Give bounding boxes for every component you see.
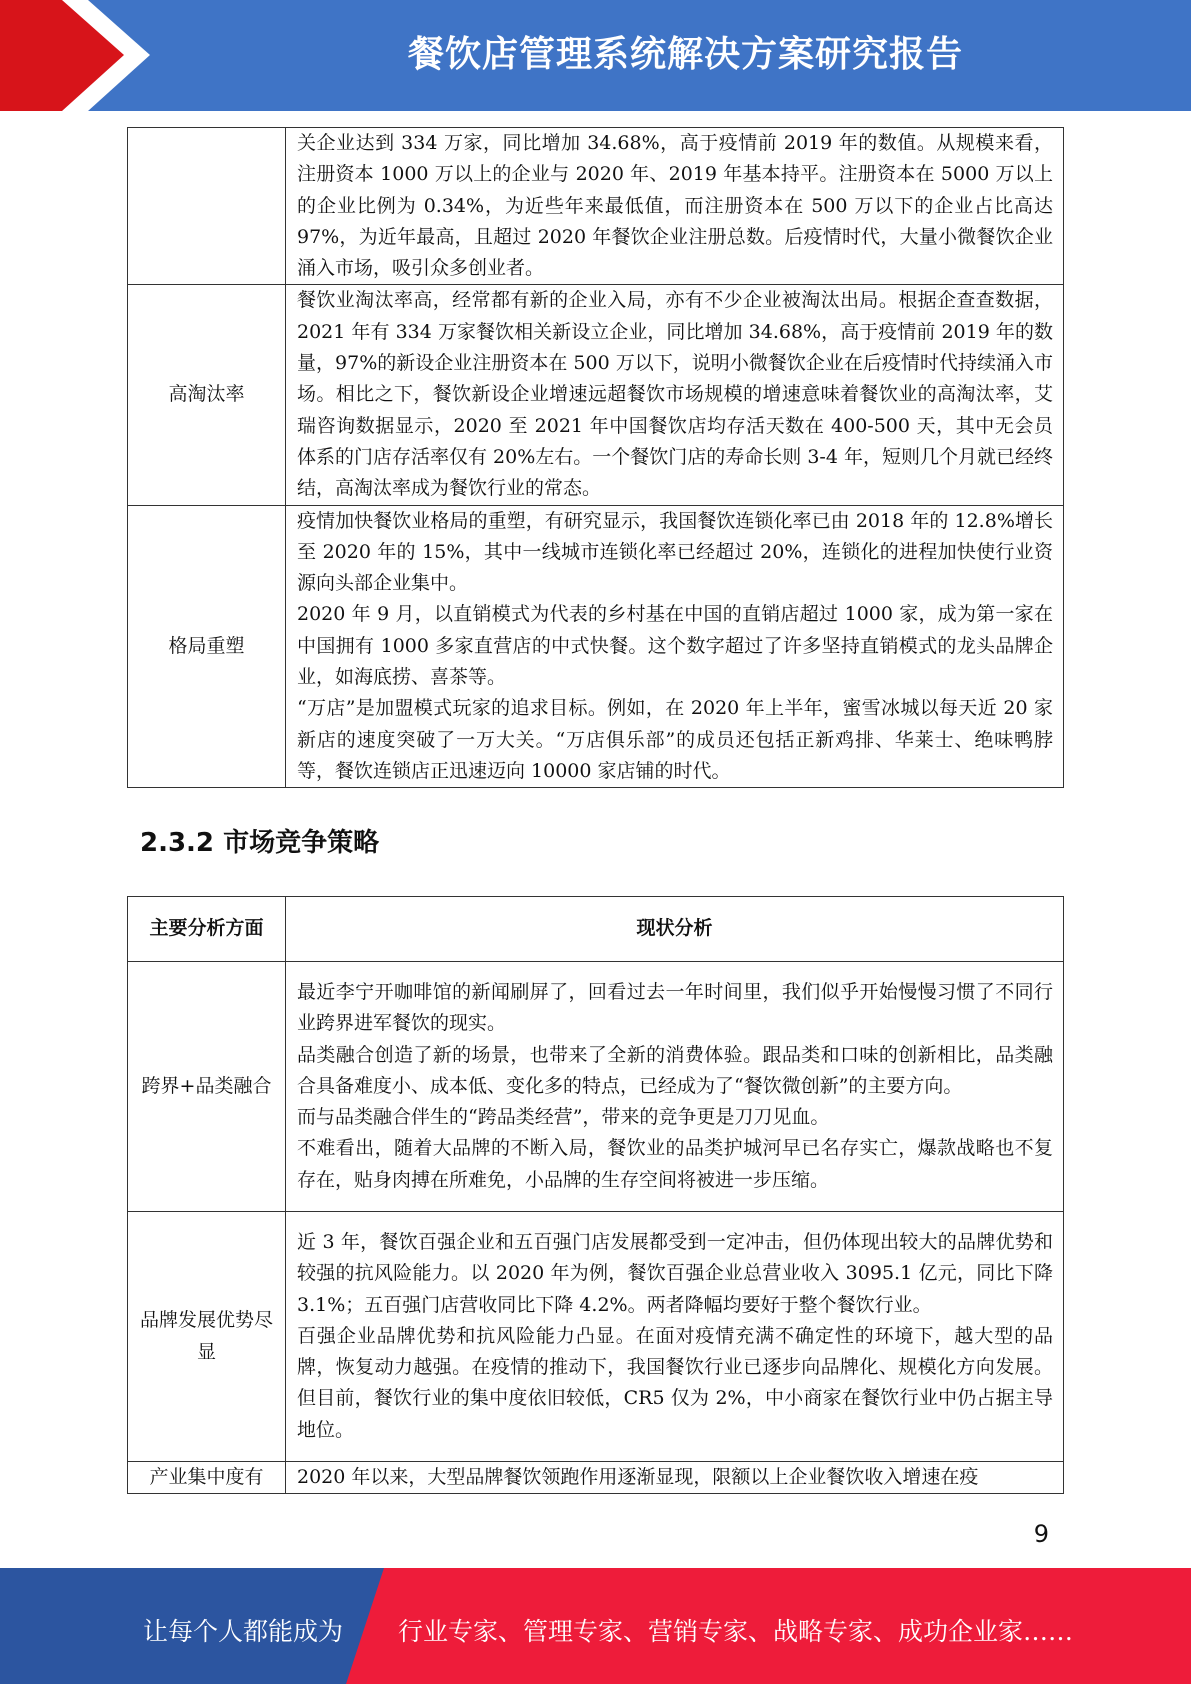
content-paragraph: 近 3 年，餐饮百强企业和五百强门店发展都受到一定冲击，但仍体现出较大的品牌优势和较强的抗风险能力。以 2020 年为例，餐饮百强企业总营业收入 3095.1 亿元，同比下降 3.1%；五百强门店营收同比下降 4.2%。两者降幅均要好于整个餐饮行业。 <box>297 1230 1053 1316</box>
content-paragraph: 2020 年以来，大型品牌餐饮领跑作用逐渐显现，限额以上企业餐饮收入增速在疫 <box>297 1466 979 1488</box>
row-content <box>286 128 1064 285</box>
content-paragraph: 而与品类融合伴生的“跨品类经营”，带来的竞争更是刀刀见血。 <box>297 1106 830 1129</box>
row-category: 格局重塑 <box>128 505 286 788</box>
row-category: 跨界+品类融合 <box>128 962 286 1212</box>
analysis-table-2 <box>127 896 1064 1494</box>
table-header-row <box>128 897 1064 962</box>
analysis-table-1 <box>127 127 1064 788</box>
content-paragraph: “万店”是加盟模式玩家的追求目标。例如，在 2020 年上半年，蜜雪冰城以每天近 20 家新店的速度突破了一万大关。“万店俱乐部”的成员还包括正新鸡排、华莱士、绝味鸭脖等，餐饮连锁店正迅速迈向 10000 家店铺的时代。 <box>297 697 1053 782</box>
report-title: 餐饮店管理系统解决方案研究报告 <box>407 34 963 75</box>
row-category: 高淘汰率 <box>128 285 286 505</box>
content-paragraph: 百强企业品牌优势和抗风险能力凸显。在面对疫情充满不确定性的环境下，越大型的品牌，恢复动力越强。在疫情的推动下，我国餐饮行业已逐步向品牌化、规模化方向发展。但目前，餐饮行业的集中度依旧较低，CR5 仅为 2%，中小商家在餐饮行业中仍占据主导地位。 <box>297 1324 1053 1441</box>
table-row <box>128 962 1064 1212</box>
row-content <box>286 1212 1064 1462</box>
row-content <box>286 505 1064 788</box>
page-footer <box>0 1568 1191 1684</box>
row-category: 产业集中度有 <box>128 1462 286 1494</box>
content-paragraph: 2020 年 9 月，以直销模式为代表的乡村基在中国的直销店超过 1000 家，成为第一家在中国拥有 1000 多家直营店的中式快餐。这个数字超过了许多坚持直销模式的龙头品牌企业，如海底捞、喜茶等。 <box>297 603 1053 689</box>
table-row <box>128 1462 1064 1494</box>
row-category: 品牌发展优势尽显 <box>128 1212 286 1462</box>
header-arrow-decoration <box>0 0 150 111</box>
footer-slogan-left: 让每个人都能成为 <box>143 1617 344 1646</box>
content-paragraph: 疫情加快餐饮业格局的重塑，有研究显示，我国餐饮连锁化率已由 2018 年的 12.8%增长至 2020 年的 15%，其中一线城市连锁化率已经超过 20%，连锁化的进程加快使行业资源向头部企业集中。 <box>297 509 1053 595</box>
row-category <box>128 128 286 285</box>
row-content <box>286 1462 1064 1494</box>
content-paragraph: 关企业达到 334 万家，同比增加 34.68%，高于疫情前 2019 年的数值。从规模来看，注册资本 1000 万以上的企业与 2020 年、2019 年基本持平。注册资本在 5000 万以上的企业比例为 0.34%，为近些年来最低值，而注册资本在 500 万以下的企业占比高达 97%，为近年最高，且超过 2020 年餐饮企业注册总数。后疫情时代，大量小微餐饮企业涌入市场，吸引众多创业者。 <box>297 132 1053 280</box>
table-row <box>128 285 1064 505</box>
row-content <box>286 962 1064 1212</box>
section-heading: 2.3.2 市场竞争策略 <box>140 828 380 858</box>
column-header: 主要分析方面 <box>128 897 286 962</box>
content-paragraph: 品类融合创造了新的场景，也带来了全新的消费体验。跟品类和口味的创新相比，品类融合具备难度小、成本低、变化多的特点，已经成为了“餐饮微创新”的主要方向。 <box>297 1043 1053 1097</box>
table-row <box>128 1212 1064 1462</box>
content-paragraph: 餐饮业淘汰率高，经常都有新的企业入局，亦有不少企业被淘汰出局。根据企查查数据，2021 年有 334 万家餐饮相关新设立企业，同比增加 34.68%，高于疫情前 2019 年的数量，97%的新设企业注册资本在 500 万以下，说明小微餐饮企业在后疫情时代持续涌入市场。相比之下，餐饮新设企业增速远超餐饮市场规模的增速意味着餐饮业的高淘汰率，艾瑞咨询数据显示，2020 至 2021 年中国餐饮店均存活天数在 400-500 天，其中无会员体系的门店存活率仅有 20%左右。一个餐饮门店的寿命长则 3-4 年，短则几个月就已经终结，高淘汰率成为餐饮行业的常态。 <box>297 289 1053 500</box>
table-row <box>128 505 1064 788</box>
page-number: 9 <box>1033 1520 1049 1548</box>
content-paragraph: 最近李宁开咖啡馆的新闻刷屏了，回看过去一年时间里，我们似乎开始慢慢习惯了不同行业跨界进军餐饮的现实。 <box>297 980 1053 1035</box>
page-header <box>0 0 1191 111</box>
table-row <box>128 128 1064 285</box>
content-paragraph: 不难看出，随着大品牌的不断入局，餐饮业的品类护城河早已名存实亡，爆款战略也不复存在，贴身肉搏在所难免，小品牌的生存空间将被进一步压缩。 <box>297 1137 1053 1191</box>
footer-slogan-right: 行业专家、管理专家、营销专家、战略专家、成功企业家…… <box>398 1617 1074 1646</box>
row-content <box>286 285 1064 505</box>
column-header: 现状分析 <box>286 897 1064 962</box>
